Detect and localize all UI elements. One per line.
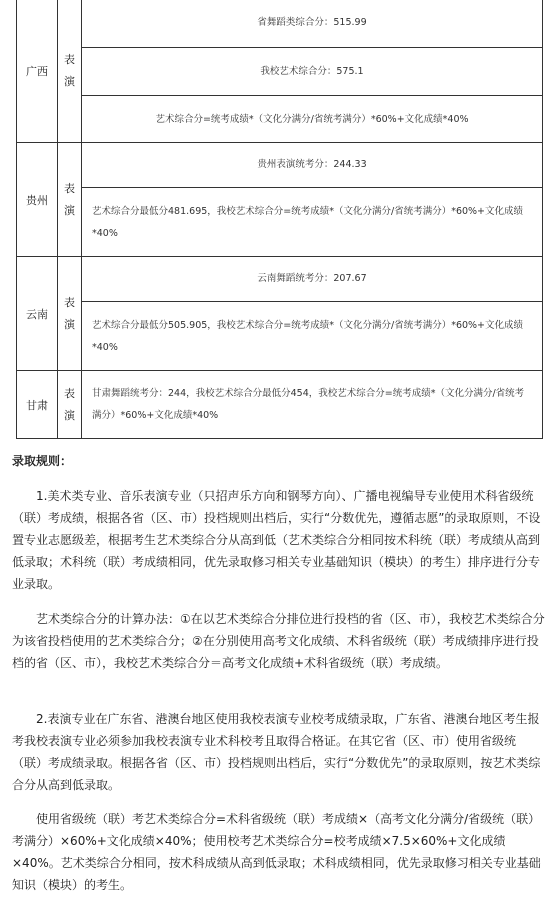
- rule-paragraph: 艺术类综合分的计算办法：①在以艺术类综合分排位进行投档的省（区、市），我校艺术类综合分为该省投档使用的艺术类综合分；②在分别使用高考文化成绩、术科省级统（联）考成绩排序进行投档的省（区、市），我校艺术类综合分＝高考文化成绩+术科省级统（联）考成绩。: [12, 612, 545, 670]
- table-row: [17, 256, 542, 370]
- province-cell: 云南: [17, 257, 58, 370]
- type-cell: 表 演: [58, 0, 82, 142]
- rule-paragraph: 1.美术类专业、音乐表演专业（只招声乐方向和钢琴方向）、广播电视编导专业使用术科省级统（联）考成绩，根据各省（区、市）投档规则出档后，实行“分数优先，遵循志愿”的录取原则，不设置专业志愿级差，根据考生艺术类综合分从高到低（艺术类综合分相同按术科统（联）考成绩从高到低录取；术科统（联）考成绩相同，优先录取修习相关专业基础知识（模块）的考生）排序进行分专业录取。: [12, 489, 541, 591]
- table-cell: 贵州表演统考分：244.33: [257, 159, 367, 170]
- table-cell: 云南舞蹈统考分：207.67: [257, 273, 367, 284]
- table-cell: 艺术综合分最低分505.905，我校艺术综合分=统考成绩*（文化分满分/省统考满分）*60%+文化成绩*40%: [82, 301, 542, 371]
- type-cell: 表 演: [58, 143, 82, 256]
- table-cell: 甘肃舞蹈统考分：244，我校艺术综合分最低分454，我校艺术综合分=统考成绩*（文化分满分/省统考满分）*60%+文化成绩*40%: [92, 388, 525, 421]
- rule-paragraph: 使用省级统（联）考艺术类综合分=术科省级统（联）考成绩×（高考文化分满分/省级统（联）考满分）×60%+文化成绩×40%；使用校考艺术类综合分=校考成绩×7.5×60%+文化成绩×40%。艺术类综合分相同，按术科成绩从高到低录取；术科成绩相同，优先录取修习相关专业基础知识（模块）的考生。: [12, 812, 541, 892]
- province-cell: 贵州: [17, 143, 58, 256]
- score-table: [16, 0, 543, 439]
- table-row: [17, 370, 542, 438]
- rules-heading: 录取规则：: [12, 454, 73, 468]
- table-row: [17, 142, 542, 256]
- province-cell: 广西: [17, 0, 58, 142]
- province-cell: 甘肃: [17, 371, 58, 438]
- type-cell: 表 演: [58, 257, 82, 370]
- rule-paragraph: 2.表演专业在广东省、港澳台地区使用我校表演专业校考成绩录取，广东省、港澳台地区考生报考我校表演专业必须参加我校表演专业术科校考且取得合格证。在其它省（区、市）使用省级统（联）考成绩录取。根据各省（区、市）投档规则出档后，实行“分数优先”的录取原则，按艺术类综合分从高到低录取。: [12, 712, 541, 792]
- table-cell: 我校艺术综合分：575.1: [82, 47, 542, 95]
- table-row: [17, 0, 542, 142]
- table-cell: 省舞蹈类综合分：515.99: [257, 17, 367, 28]
- type-cell: 表 演: [58, 371, 82, 438]
- table-cell: 艺术综合分最低分481.695，我校艺术综合分=统考成绩*（文化分满分/省统考满分）*60%+文化成绩*40%: [82, 187, 542, 257]
- table-cell: 艺术综合分=统考成绩*（文化分满分/省统考满分）*60%+文化成绩*40%: [82, 95, 542, 143]
